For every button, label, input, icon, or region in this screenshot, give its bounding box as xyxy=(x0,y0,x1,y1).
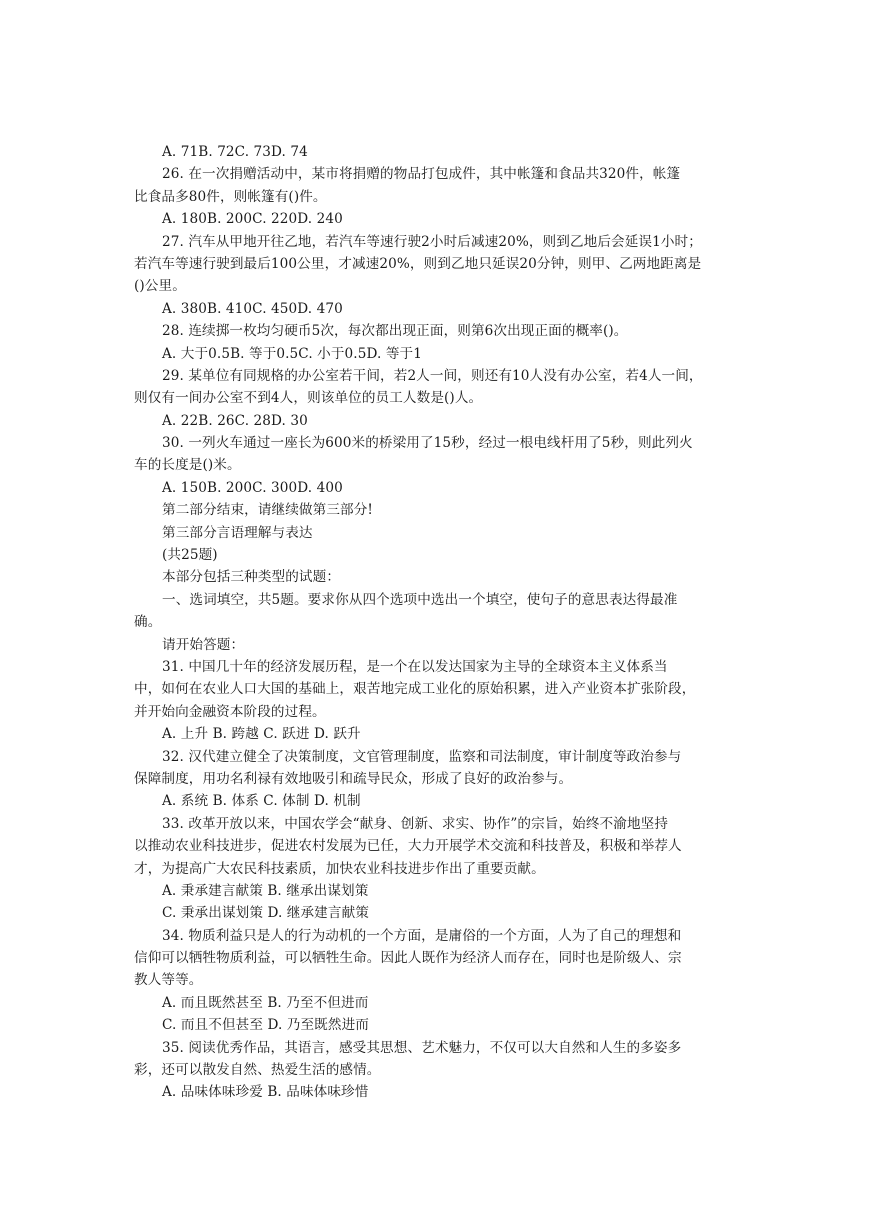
question-32-cont: 保障制度，用功名利禄有效地吸引和疏导民众，形成了良好的政治参与。 xyxy=(134,770,573,787)
question-29: 29. 某单位有同规格的办公室若干间，若2人一间，则还有10人没有办公室，若4人一间， xyxy=(162,367,703,384)
answer-options: A. 180B. 200C. 220D. 240 xyxy=(162,211,343,228)
answer-options: A. 22B. 26C. 28D. 30 xyxy=(162,412,308,429)
answer-options: A. 秉承建言献策 B. 继承出谋划策 xyxy=(162,882,369,899)
section-intro: 本部分包括三种类型的试题： xyxy=(162,569,341,586)
question-34-cont: 信仰可以牺牲物质利益，可以牺牲生命。因此人既作为经济人而存在，同时也是阶级人、宗 xyxy=(134,950,682,967)
question-31-cont: 并开始向金融资本阶段的过程。 xyxy=(134,703,326,720)
start-prompt: 请开始答题： xyxy=(162,636,245,653)
question-34: 34. 物质利益只是人的行为动机的一个方面，是庸俗的一个方面，人为了自己的理想和 xyxy=(162,927,682,944)
answer-options: A. 大于0.5B. 等于0.5C. 小于0.5D. 等于1 xyxy=(162,345,422,362)
question-28: 28. 连续掷一枚均匀硬币5次，每次都出现正面，则第6次出现正面的概率()。 xyxy=(162,323,628,340)
question-32: 32. 汉代建立健全了决策制度，文官管理制度，监察和司法制度，审计制度等政治参与 xyxy=(162,748,682,765)
instructions-cont: 确。 xyxy=(134,614,162,631)
question-26: 26. 在一次捐赠活动中，某市将捐赠的物品打包成件，其中帐篷和食品共320件，帐篷 xyxy=(162,166,681,183)
answer-options: A. 系统 B. 体系 C. 体制 D. 机制 xyxy=(162,793,361,810)
question-31: 31. 中国几十年的经济发展历程，是一个在以发达国家为主导的全球资本主义体系当 xyxy=(162,658,668,675)
question-34-cont: 教人等等。 xyxy=(134,972,203,989)
answer-options: A. 而且既然甚至 B. 乃至不但进而 xyxy=(162,994,369,1011)
document-body xyxy=(134,141,736,1104)
answer-options: A. 71B. 72C. 73D. 74 xyxy=(162,144,308,160)
section-end-note: 第二部分结束，请继续做第三部分! xyxy=(162,502,373,519)
question-29-cont: 则仅有一间办公室不到4人，则该单位的员工人数是()人。 xyxy=(134,390,483,407)
answer-options: C. 而且不但甚至 D. 乃至既然进而 xyxy=(162,1017,369,1034)
section-title: 第三部分言语理解与表达 xyxy=(162,524,313,541)
question-27-cont: 若汽车等速行驶到最后100公里，才减速20%，则到乙地只延误20分钟，则甲、乙两地距离是 xyxy=(134,255,702,272)
question-26-cont: 比食品多80件，则帐篷有()件。 xyxy=(134,188,327,205)
section-count: (共25题) xyxy=(162,547,218,564)
question-33: 33. 改革开放以来，中国农学会“献身、创新、求实、协作”的宗旨，始终不渝地坚持 xyxy=(162,815,669,832)
question-30-cont: 车的长度是()米。 xyxy=(134,457,241,474)
instructions: 一、选词填空，共5题。要求你从四个选项中选出一个填空，使句子的意思表达得最准 xyxy=(162,591,678,608)
question-33-cont: 以推动农业科技进步，促进农村发展为已任，大力开展学术交流和科技普及，积极和举荐人 xyxy=(134,838,682,855)
answer-options: A. 品味体味珍爱 B. 品味体味珍惜 xyxy=(162,1084,369,1101)
question-30: 30. 一列火车通过一座长为600米的桥梁用了15秒，经过一根电线杆用了5秒，则此列火 xyxy=(162,435,693,452)
answer-options: C. 秉承出谋划策 D. 继承建言献策 xyxy=(162,905,369,922)
question-35-cont: 彩，还可以散发自然、热爱生活的感情。 xyxy=(134,1062,381,1079)
question-31-cont: 中，如何在农业人口大国的基础上，艰苦地完成工业化的原始积累，进入产业资本扩张阶段， xyxy=(134,681,696,698)
answer-options: A. 上升 B. 跨越 C. 跃进 D. 跃升 xyxy=(162,726,361,743)
question-33-cont: 才，为提高广大农民科技素质，加快农业科技进步作出了重要贡献。 xyxy=(134,860,545,877)
answer-options: A. 380B. 410C. 450D. 470 xyxy=(162,300,343,317)
answer-options: A. 150B. 200C. 300D. 400 xyxy=(162,479,343,496)
question-27-cont: ()公里。 xyxy=(134,278,186,295)
question-35: 35. 阅读优秀作品，其语言，感受其思想、艺术魅力，不仅可以大自然和人生的多姿多 xyxy=(162,1039,682,1056)
question-27: 27. 汽车从甲地开往乙地，若汽车等速行驶2小时后减速20%，则到乙地后会延误1小时； xyxy=(162,233,702,250)
